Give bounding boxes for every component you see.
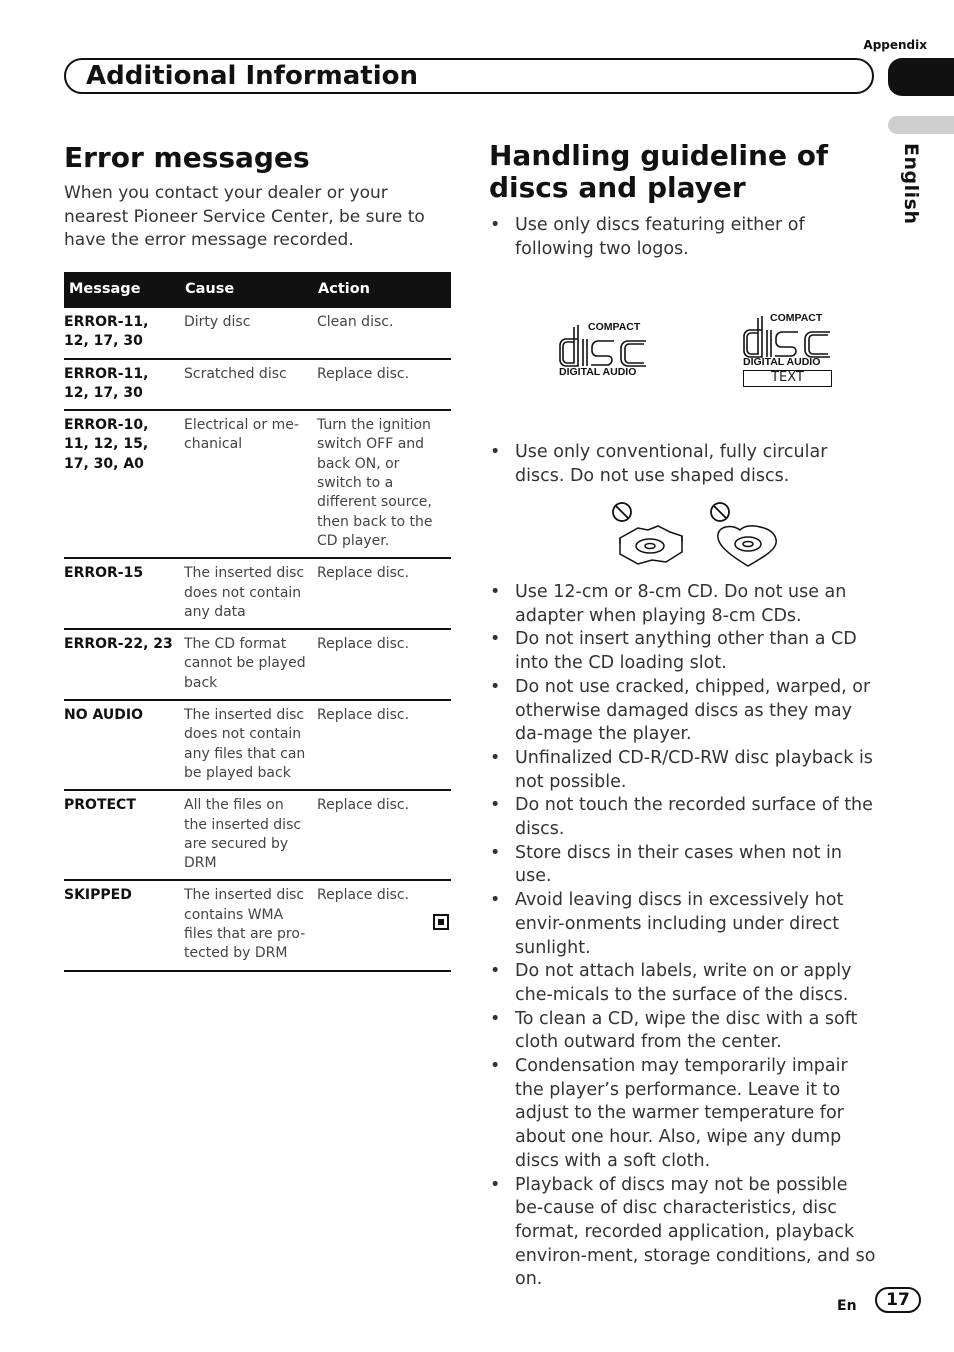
column-header-action: Action (313, 272, 451, 308)
cell-message: ERROR-11, 12, 17, 30 (64, 308, 180, 359)
cell-message: ERROR-15 (64, 558, 180, 629)
heart-disc-icon (718, 526, 776, 566)
table-row (64, 558, 451, 629)
cell-message: ERROR-11, 12, 17, 30 (64, 359, 180, 411)
prohibited-icon (613, 503, 631, 521)
cell-action: Replace disc. (313, 790, 451, 880)
cell-message: ERROR-22, 23 (64, 629, 180, 700)
appendix-label: Appendix (863, 38, 927, 52)
section-tab-marker (888, 58, 954, 96)
logo-digital-audio-text: DIGITAL AUDIO (559, 366, 637, 378)
handling-heading: Handling guideline of discs and player (489, 139, 829, 204)
list-item: • Use only conventional, fully circular discs. Do not use shaped discs. (489, 441, 881, 488)
cell-action: Turn the ignition switch OFF and back ON, or switch to a different source, then back to the CD player. (313, 410, 451, 558)
cell-cause: All the files on the inserted disc are secured by DRM (180, 790, 313, 880)
table-row (64, 308, 451, 359)
list-item: • Use only discs featuring either of following two logos. (489, 214, 881, 261)
table-header-row (64, 272, 451, 308)
logo-text-box: TEXT (743, 370, 832, 387)
page-number: 17 (875, 1287, 921, 1313)
cell-cause: Scratched disc (180, 359, 313, 411)
language-tab-label: English (900, 143, 922, 225)
shaped-discs-illustration (608, 500, 784, 570)
cell-cause: Electrical or me-chanical (180, 410, 313, 558)
table-row (64, 359, 451, 411)
list-item: • Condensation may temporarily impair the player’s performance. Leave it to adjust to the warmer temperature for about one hour. Also, wipe any dump discs with a soft cloth. (489, 1055, 881, 1174)
logos-bullet-list (489, 214, 881, 261)
footer-language-code: En (837, 1298, 857, 1314)
column-header-cause: Cause (180, 272, 313, 308)
cell-cause: The CD format cannot be played back (180, 629, 313, 700)
cell-cause: The inserted disc contains WMA files that are pro-tected by DRM (180, 880, 313, 970)
list-item: • Do not insert anything other than a CD into the CD loading slot. (489, 628, 881, 675)
compact-disc-digital-audio-logo (558, 318, 654, 380)
list-item: • Playback of discs may not be possible be-cause of disc characteristics, disc format, recorded application, playback environ-ment, storage conditions, and so on. (489, 1174, 881, 1293)
table-row (64, 700, 451, 790)
table-row (64, 629, 451, 700)
cell-cause: The inserted disc does not contain any data (180, 558, 313, 629)
compact-disc-text-logo (742, 310, 834, 390)
logo-digital-audio-text: DIGITAL AUDIO (743, 356, 821, 368)
logo-compact-text: COMPACT (588, 321, 641, 333)
list-item: • To clean a CD, wipe the disc with a soft cloth outward from the center. (489, 1008, 881, 1055)
logo-compact-text: COMPACT (770, 312, 823, 324)
list-item: • Use 12-cm or 8-cm CD. Do not use an adapter when playing 8-cm CDs. (489, 581, 881, 628)
list-item: • Do not use cracked, chipped, warped, or otherwise damaged discs as they may da-mage the player. (489, 676, 881, 747)
shape-bullet-list (489, 441, 881, 488)
list-item: • Do not touch the recorded surface of the discs. (489, 794, 881, 841)
table-row (64, 880, 451, 970)
language-tab-marker (888, 116, 954, 134)
section-title: Additional Information (86, 61, 419, 91)
cell-action: Replace disc. (313, 700, 451, 790)
cell-cause: Dirty disc (180, 308, 313, 359)
section-header-bar (64, 58, 874, 94)
list-item: • Do not attach labels, write on or apply che-micals to the surface of the discs. (489, 960, 881, 1007)
cell-action: Replace disc. (313, 880, 451, 970)
cell-message: ERROR-10, 11, 12, 15, 17, 30, A0 (64, 410, 180, 558)
error-messages-heading: Error messages (64, 141, 310, 174)
end-of-section-icon (433, 914, 449, 930)
disc-wordmark-icon (558, 323, 650, 368)
list-item: • Unfinalized CD-R/CD-RW disc playback is not possible. (489, 747, 881, 794)
cell-action: Replace disc. (313, 629, 451, 700)
cell-cause: The inserted disc does not contain any files that can be played back (180, 700, 313, 790)
list-item: • Avoid leaving discs in excessively hot envir-onments including under direct sunlight. (489, 889, 881, 960)
cell-action: Clean disc. (313, 308, 451, 359)
cell-message: SKIPPED (64, 880, 180, 970)
table-row (64, 410, 451, 558)
cell-message: PROTECT (64, 790, 180, 880)
cell-action: Replace disc. (313, 558, 451, 629)
table-row (64, 790, 451, 880)
column-header-message: Message (64, 272, 180, 308)
cell-message: NO AUDIO (64, 700, 180, 790)
prohibited-icon (711, 503, 729, 521)
disc-wordmark-icon (742, 314, 834, 359)
shaped-disc-icon (620, 526, 682, 564)
cell-action: Replace disc. (313, 359, 451, 411)
error-messages-table (64, 272, 451, 972)
list-item: • Store discs in their cases when not in use. (489, 842, 881, 889)
handling-bullet-list (489, 581, 881, 1292)
error-messages-intro: When you contact your dealer or your nearest Pioneer Service Center, be sure to have the error message recorded. (64, 183, 425, 250)
